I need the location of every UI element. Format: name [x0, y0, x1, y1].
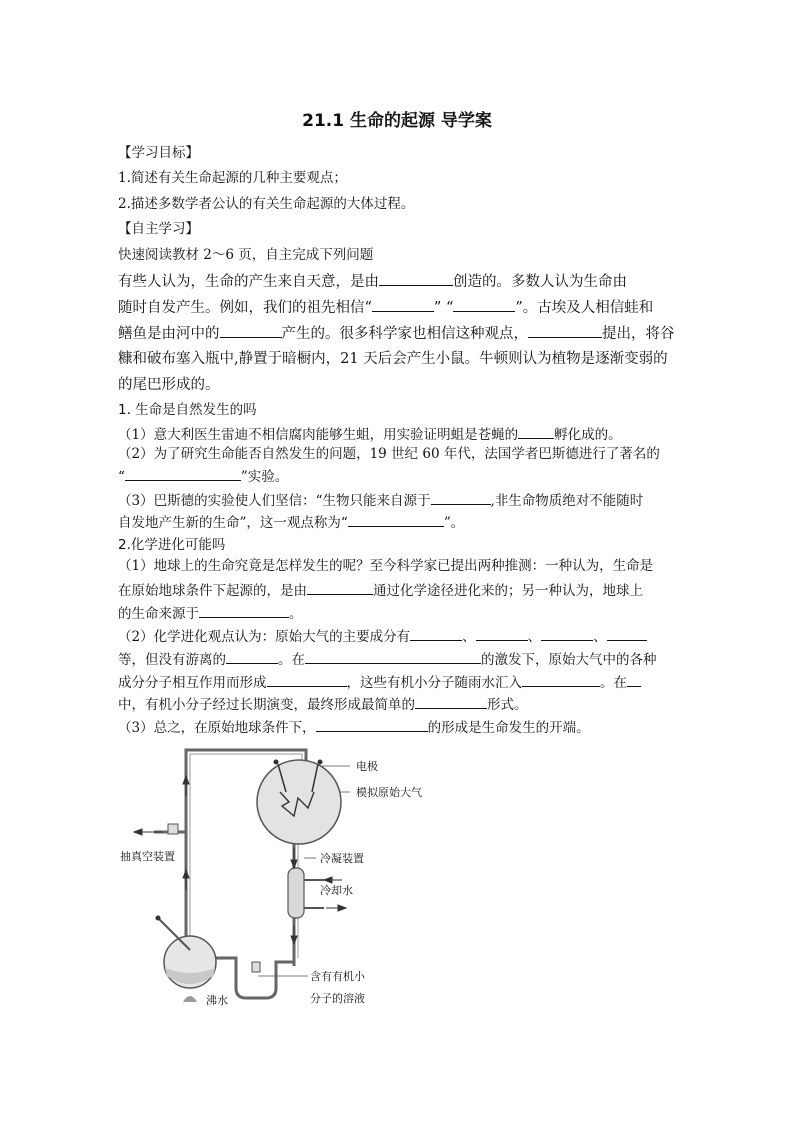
- blank-saying-2[interactable]: [453, 297, 515, 312]
- section2-p2-line4: 中，有机小分子经过长期演变，最终形成最简单的 形式。: [118, 694, 678, 715]
- flow-arrow-up-icon: [183, 870, 189, 878]
- section2-p2-line1: （2）化学进化观点认为：原始大气的主要成分有 、 、 、: [118, 626, 678, 647]
- section1-q1: （1）意大利医生雷迪不相信腐肉能够生蛆，用实验证明蛆是苍蝇的 孵化成的。: [118, 424, 678, 445]
- blank-gas-4[interactable]: [607, 626, 647, 641]
- objective-2: 2.描述多数学者公认的有关生命起源的大体过程。: [118, 196, 415, 212]
- blank-saying-1[interactable]: [372, 297, 434, 312]
- coolant-in-arrow-icon: [324, 877, 332, 883]
- section1-heading: 1. 生命是自然发生的吗: [118, 402, 257, 418]
- section2-heading: 2.化学进化可能吗: [118, 537, 226, 553]
- blank-gas-3[interactable]: [541, 626, 593, 641]
- section2-p1-line1: （1）地球上的生命究竟是怎样发生的呢？至今科学家已提出两种推测：一种认为，生命是: [118, 558, 654, 574]
- para-line-5: 的尾巴形成的。: [118, 377, 220, 393]
- blank-theory[interactable]: [348, 512, 444, 527]
- blank-gas-1[interactable]: [410, 626, 462, 641]
- vacuum-arrow-icon: [134, 829, 142, 835]
- section1-q3: （3）巴斯德的实验使人们坚信：“生物只能来自源于 ,非生命物质绝对不能随时: [118, 490, 678, 511]
- miller-apparatus-diagram: [118, 740, 478, 1015]
- blank-energy[interactable]: [305, 649, 481, 664]
- para-line-3: 鳝鱼是由河中的 产生的。很多科学家也相信这种观点， 提出，将谷: [118, 323, 678, 344]
- blank-ocean[interactable]: [522, 672, 600, 687]
- label-atmosphere: 模拟原始大气: [356, 786, 422, 799]
- flow-arrow-down-icon: [291, 860, 297, 868]
- blank-scientist[interactable]: [528, 323, 602, 338]
- blank-outer-space[interactable]: [199, 603, 289, 618]
- blank-nonliving[interactable]: [307, 580, 373, 595]
- coolant-out-arrow-icon: [338, 905, 346, 911]
- blank-fly[interactable]: [518, 424, 554, 439]
- para-line-1: 有些人认为，生命的产生来自天意，是由 创造的。多数人认为生命由: [118, 271, 678, 292]
- page-title: 21.1 生命的起源 导学案: [302, 111, 492, 131]
- blank-first-life[interactable]: [316, 717, 428, 732]
- blank-source[interactable]: [431, 490, 491, 505]
- blank-gas-2[interactable]: [476, 626, 528, 641]
- condenser: [288, 868, 304, 918]
- self-study-heading: 【自主学习】: [118, 221, 199, 237]
- self-study-intro: 快速阅读教材 2～6 页，自主完成下列问题: [118, 247, 374, 263]
- para-line-4: 糠和破布塞入瓶中,静置于暗橱内，21 天后会产生小鼠。牛顿则认为植物是逐渐变弱的: [118, 351, 668, 367]
- blank-organic-molecules[interactable]: [267, 672, 347, 687]
- blank-creator[interactable]: [379, 271, 453, 286]
- section2-p2-line2: 等，但没有游离的 。在 的激发下，原始大气中的各种: [118, 649, 678, 670]
- section1-q2-cont: “ ”实验。: [118, 466, 678, 487]
- blank-river[interactable]: [220, 323, 282, 338]
- section1-q3-cont: 自发地产生新的生命”，这一观点称为“ ”。: [118, 512, 678, 533]
- section2-p2-line3: 成分分子相互作用而形成 ，这些有机小分子随雨水汇入 。在: [118, 672, 678, 693]
- label-coolant: 冷却水: [320, 884, 353, 897]
- blank-experiment[interactable]: [125, 466, 241, 481]
- flame-icon: [183, 996, 197, 1002]
- label-solution-line1: 含有有机小: [310, 970, 365, 983]
- para-line-2: 随时自发产生。例如，我们的祖先相信“ ” “ ”。古埃及人相信蛙和: [118, 297, 678, 318]
- label-vacuum: 抽真空装置: [120, 850, 175, 863]
- section2-p1-line2: 在原始地球条件下起源的，是由 通过化学途径进化来的；另一种认为，地球上: [118, 580, 678, 601]
- objective-1: 1.简述有关生命起源的几种主要观点；: [118, 170, 347, 186]
- label-electrode: 电极: [356, 760, 378, 773]
- label-boiling: 沸水: [206, 994, 228, 1007]
- label-condenser: 冷凝装置: [320, 852, 364, 865]
- blank-ocean-2[interactable]: [627, 672, 641, 687]
- section1-q2: （2）为了研究生命能否自然发生的问题，19 世纪 60 年代，法国学者巴斯德进行了著名的: [118, 446, 660, 462]
- blank-life-form[interactable]: [415, 694, 487, 709]
- section2-p1-line3: 的生命来源于 。: [118, 603, 678, 624]
- electrode-icon: [274, 760, 279, 765]
- vacuum-valve-icon: [168, 824, 178, 834]
- blank-oxygen[interactable]: [226, 649, 278, 664]
- objectives-heading: 【学习目标】: [118, 145, 199, 161]
- section2-p3: （3）总之，在原始地球条件下， 的形成是生命发生的开端。: [118, 717, 678, 738]
- atmosphere-flask: [257, 760, 341, 844]
- label-solution-line2: 分子的溶液: [310, 992, 365, 1005]
